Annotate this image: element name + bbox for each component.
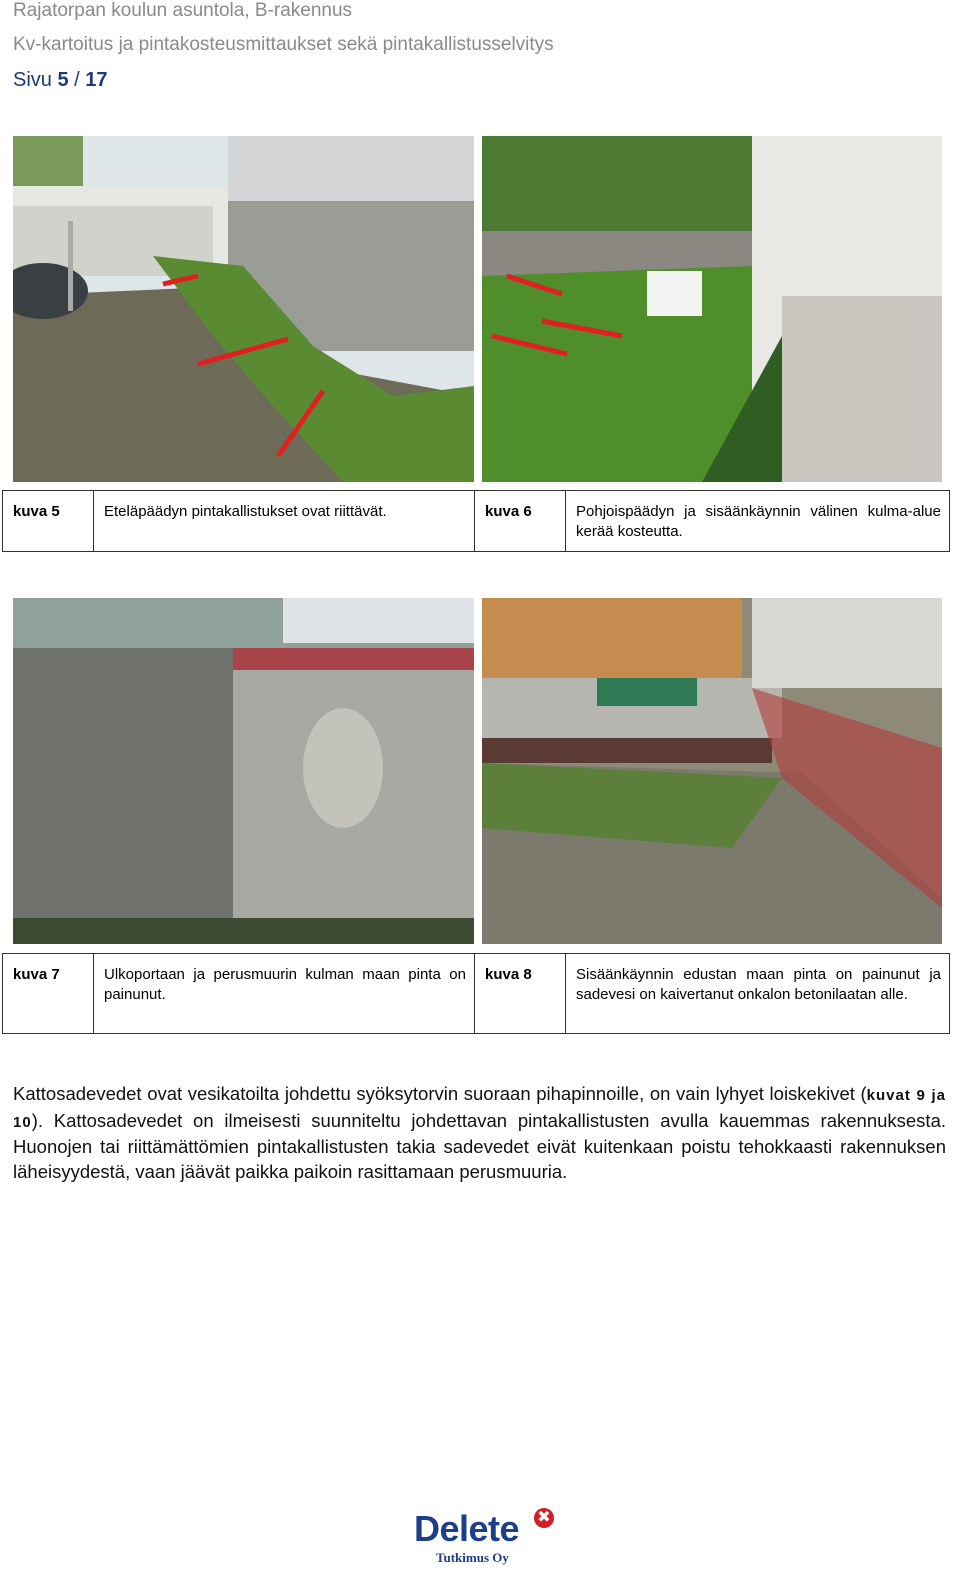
page-prefix: Sivu: [13, 69, 52, 91]
caption-text: Eteläpäädyn pintakallistukset ovat riittävät.: [94, 491, 475, 552]
body-text-part1: Kattosadevedet ovat vesikatoilta johdettu syöksytorvin suoraan pihapinnoille, on vain lyhyet loiskekivet (: [13, 1083, 867, 1104]
photo-icon: [482, 598, 942, 944]
caption-label: kuva 8: [475, 954, 566, 1034]
page-separator: /: [74, 69, 80, 91]
photo-kuva-6: [482, 136, 942, 482]
logo-subtitle: Tutkimus Oy: [436, 1550, 509, 1565]
caption-text: Ulkoportaan ja perusmuurin kulman maan pinta on painunut.: [94, 954, 475, 1034]
photo-kuva-7: [13, 598, 474, 944]
logo-wordmark: Delete: [414, 1508, 520, 1549]
page-number: [13, 69, 108, 92]
body-paragraph: [13, 1082, 946, 1184]
photo-kuva-8: [482, 598, 942, 944]
caption-text: Sisäänkäynnin edustan maan pinta on painunut ja sadevesi on kaivertanut onkalon betonilaatan alle.: [566, 954, 950, 1034]
photo-icon: [13, 136, 474, 482]
page-total: 17: [85, 69, 108, 91]
body-text-part2: ). Kattosadevedet on ilmeisesti suunniteltu johdettavan pintakallistusten avulla kauemmas rakennuksesta. Huonojen tai riittämättömien pintakallistusten takia sadevedet eivät kuitenkaan poistu tehokkaasti rakennuksen läheisyydestä, vaan jäävät paikka paikoin rasittamaan perusmuuria.: [13, 1109, 946, 1182]
page-current: 5: [57, 69, 69, 91]
figure-reference: kuvat 9 ja 10: [13, 1087, 947, 1131]
photo-icon: [482, 136, 942, 482]
logo-x-icon: ✖: [534, 1508, 554, 1528]
document-title: Rajatorpan koulun asuntola, B-rakennus: [13, 0, 353, 21]
caption-label: kuva 7: [3, 954, 94, 1034]
company-logo: [414, 1508, 556, 1568]
caption-label: kuva 6: [475, 491, 566, 552]
document-subtitle: Kv-kartoitus ja pintakosteusmittaukset sekä pintakallistusselvitys: [13, 34, 554, 55]
photo-icon: [13, 598, 474, 944]
caption-table-2: [2, 953, 950, 1034]
photo-kuva-5: [13, 136, 474, 482]
caption-table-1: [2, 490, 950, 552]
caption-text: Pohjoispäädyn ja sisäänkäynnin välinen kulma-alue kerää kosteutta.: [566, 491, 950, 552]
caption-label: kuva 5: [3, 491, 94, 552]
